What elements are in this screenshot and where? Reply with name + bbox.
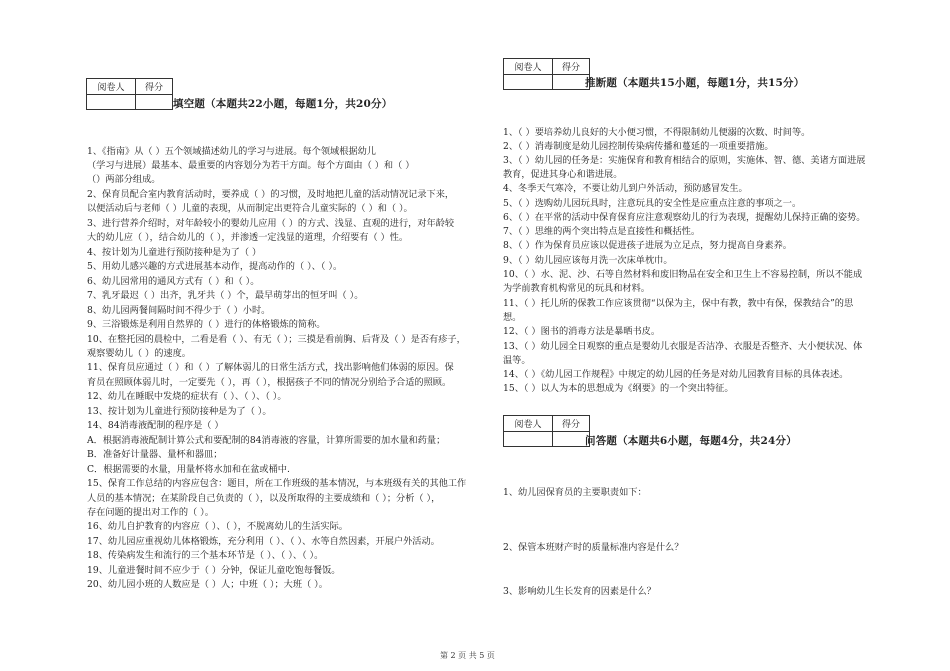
question-line: 人员的基本情况；在某阶段自己负责的（ ），以及所取得的主要成绩和（ ）；分析（ ），	[87, 493, 441, 504]
question-option: B．准备好计量器、量杯和器皿；	[87, 449, 223, 460]
question-line: 3、影响幼儿生长发育的因素是什么？	[503, 586, 656, 597]
fill-blank-title: 填空题（本题共22小题，每题1分，共20分）	[173, 98, 393, 110]
question-line: 15、保育工作总结的内容应包含：题目，所在工作班级的基本情况，与本班级有关的其他工作	[87, 478, 467, 489]
question-option: A．根据消毒液配制计算公式和要配制的84消毒液的容量，计算所需要的加水量和药量；	[87, 435, 446, 446]
question-line: 11、（ ）托儿所的保教工作应该贯彻“以保为主，保中有教，教中有保，保教结合”的思	[503, 298, 854, 309]
score-label: 得分	[553, 59, 590, 75]
question-line: 5、（ ）选购幼儿园玩具时，注意玩具的安全性是应重点注意的事项之一。	[503, 198, 802, 209]
question-line: 温等。	[503, 355, 531, 366]
question-line: 12、（ ）图书的消毒方法是暴晒书皮。	[503, 326, 661, 337]
judgment-title: 推断题（本题共15小题，每题1分，共15分）	[585, 77, 805, 89]
question-line: （学习与进展）最基本、最重要的内容划分为若干方面。每个方面由（ ）和（ ）	[87, 160, 415, 171]
question-line: 4、冬季天气寒冷，不要让幼儿到户外活动，预防感冒发生。	[503, 183, 748, 194]
question-line: 5、用幼儿感兴趣的方式进展基本动作，提高动作的（ ）、（ ）。	[87, 261, 343, 272]
question-line: 18、传染病发生和流行的三个基本环节是（ ）、（ ）、（ ）。	[87, 550, 324, 561]
question-line: 观察婴幼儿（ ）的速度。	[87, 348, 191, 359]
question-option: C．根据需要的水量，用量杯将水加和在盆或桶中.	[87, 464, 290, 475]
question-line: 想。	[503, 312, 522, 323]
score-label: 得分	[553, 416, 590, 432]
question-line: 13、按计划为儿童进行预防接种是为了（ ）。	[87, 406, 272, 417]
score-box-left	[86, 78, 173, 110]
question-line: 20、幼儿园小班的人数应是（ ）人；中班（ ）；大班（ ）。	[87, 579, 328, 590]
question-line: 8、（ ）作为保育员应该以促进孩子进展为立足点，努力提高自身素养。	[503, 240, 792, 251]
question-line: 14、（ ）《幼儿园工作规程》中规定的幼儿园的任务是对幼儿园教育目标的具体表述。	[503, 369, 849, 380]
question-line: 7、乳牙最迟（ ）出齐，乳牙共（ ）个，最早萌芽出的恒牙叫（ ）。	[87, 290, 364, 301]
question-line: 10、在整托园的晨检中，二看是看（ ）、有无（ ）；三摸是看前胸、后背及（ ）是否有疹子，	[87, 334, 466, 345]
reviewer-label: 阅卷人	[504, 416, 553, 432]
question-line: 6、（ ）在平常的活动中保育保育应注意观察幼儿的行为表现，提醒幼儿保持正确的姿势。	[503, 212, 866, 223]
question-line: 3、进行营养介绍时，对年龄较小的婴幼儿应用（ ）的方式、浅显、直观的进行，对年龄较	[87, 218, 455, 229]
question-line: 17、幼儿园应重视幼儿体格锻炼，充分利用（ ）、（ ）、水等自然因素，开展户外活动。	[87, 536, 440, 547]
question-line: 2、保管本班财产时的质量标准内容是什么？	[503, 542, 684, 553]
question-line: 教育，促进其身心和谐进展。	[503, 169, 623, 180]
question-line: 大的幼儿应（ ），结合幼儿的（ ），并渗透一定浅显的道理，介绍要有（ ）性。	[87, 232, 409, 243]
question-line: 3、（ ）幼儿园的任务是：实施保育和教育相结合的原则，实施体、智、德、美诸方面进展	[503, 155, 866, 166]
question-line: 1、（ ）要培养幼儿良好的大小便习惯，不得限制幼儿便溺的次数、时间等。	[503, 127, 811, 138]
question-line: 13、（ ）幼儿园全日观察的重点是婴幼儿衣服是否洁净、衣服是否整齐、大小便状况、体	[503, 341, 863, 352]
question-line: 2、保育员配合室内教育活动时，要养成（ ）的习惯，及时地把儿童的活动情况记录下来，	[87, 189, 455, 200]
question-line: 9、三浴锻炼是利用自然界的（ ）进行的体格锻炼的简称。	[87, 319, 326, 330]
question-line: 8、幼儿园两餐间隔时间不得少于（ ）小时。	[87, 305, 271, 316]
score-label: 得分	[136, 79, 173, 95]
question-line: 15、（ ）以人为本的思想成为《纲要》的一个突出特征。	[503, 383, 734, 394]
page-number: 第 2 页 共 5 页	[440, 651, 495, 660]
question-line: 为学前教育机构常见的玩具和材料。	[503, 283, 650, 294]
question-line: 2、（ ）消毒制度是幼儿园控制传染病传播和蔓延的一项重要措施。	[503, 141, 774, 152]
question-line: （）两部分组成。	[87, 174, 161, 185]
question-line: 6、幼儿园常用的通风方式有（ ）和（ ）。	[87, 276, 260, 287]
question-line: 育员在照顾体弱儿时，一定要先（ ），再（ ），根据孩子不同的情况分别给予合适的照顾。	[87, 377, 452, 388]
question-line: 7、（ ）思维的两个突出特点是直接性和概括性。	[503, 226, 701, 237]
question-line: 12、幼儿在睡眠中发烧的症状有（ ）、（ ）、（ ）。	[87, 391, 287, 402]
question-line: 4、按计划为儿童进行预防接种是为了（ ）	[87, 247, 262, 258]
question-line: 11、保育员应通过（ ）和（ ）了解体弱儿的日常生活方式，找出影响他们体弱的原因。保	[87, 362, 454, 373]
qa-title: 问答题（本题共6小题，每题4分，共24分）	[585, 435, 797, 447]
question-line: 9、（ ）幼儿园应该每月洗一次床单枕巾。	[503, 255, 673, 266]
question-line: 19、儿童进餐时间不应少于（ ）分钟，保证儿童吃饱每餐饭。	[87, 565, 341, 576]
question-line: 16、幼儿自护教育的内容应（ ）、（ ），不脱离幼儿的生活实际。	[87, 521, 348, 532]
question-line: 10、（ ）水、泥、沙、石等自然材料和废旧物品在安全和卫生上不容易控制，所以不能成	[503, 269, 863, 280]
score-box-qa	[503, 415, 590, 447]
reviewer-label: 阅卷人	[87, 79, 136, 95]
reviewer-label: 阅卷人	[504, 59, 553, 75]
question-line: 1、《指南》从（ ）五个领域描述幼儿的学习与进展。每个领域根据幼儿	[87, 146, 376, 157]
question-line: 1、幼儿园保育员的主要职责如下：	[503, 487, 647, 498]
question-line: 14、84消毒液配制的程序是（ ）	[87, 420, 224, 431]
question-line: 存在问题的提出对工作的（ ）。	[87, 507, 214, 518]
score-box-judge	[503, 58, 590, 90]
question-line: 以便活动后与老师（ ）儿童的表现，从而制定出更符合儿童实际的（ ）和（ ）。	[87, 203, 413, 214]
